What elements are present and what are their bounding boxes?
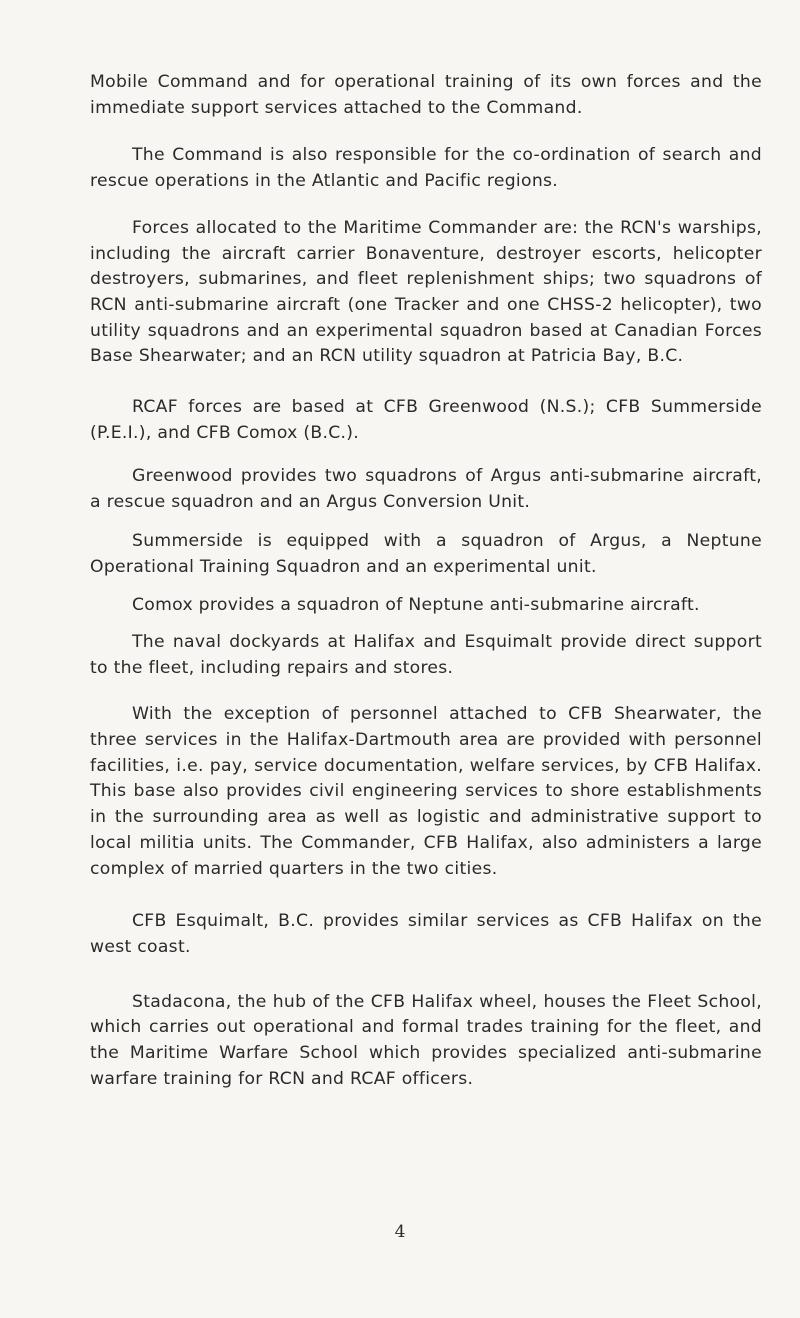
paragraph-comox [90,593,762,619]
paragraph-cfb-esquimalt [90,909,762,960]
paragraph-text: The naval dockyards at Halifax and Esquimalt provide direct support to the fleet, including repairs and stores. [90,631,762,678]
paragraph-text: CFB Esquimalt, B.C. provides similar services as CFB Halifax on the west coast. [90,911,762,957]
paragraph-text: Forces allocated to the Maritime Commander are: the RCN's warships, including the aircraft carrier Bonaventure, destroyer escorts, helicopter destroyers, submarines, and fleet replenishment ships; two squadrons of RCN anti-submarine aircraft (one Tracker and one CHSS-2 helicopter), two utility squadrons and an experimental squadron based at Canadian Forces Base Shearwater; and an RCN utility squadron at Patricia Bay, B.C. [90,217,762,367]
page-number: 4 [394,1222,406,1242]
paragraph-text: With the exception of personnel attached to CFB Shearwater, the three services in the Halifax-Dartmouth area are provided with personnel facilities, i.e. pay, service documentation, welfare services, by CFB Halifax. This base also provides civil engineering services to shore establishments in the surrounding area as well as logistic and administrative support to local militia units. The Commander, CFB Halifax, also administers a large complex of married quarters in the two cities. [90,704,762,879]
paragraph-text: The Command is also responsible for the co-ordination of search and rescue operations in the Atlantic and Pacific regions. [90,145,762,192]
paragraph-text: Comox provides a squadron of Neptune anti-submarine aircraft. [132,595,700,616]
paragraph-summerside [90,529,762,580]
paragraph-cfb-halifax [90,702,762,882]
paragraph-dockyards [90,630,762,681]
paragraph-text: Summerside is equipped with a squadron of Argus, a Neptune Operational Training Squadron and an experimental unit. [90,530,762,577]
paragraph-mobile-command: Mobile Command and for operational training of its own forces and the immediate support services attached to the Command. [90,72,762,118]
paragraph-stadacona [90,990,762,1093]
paragraph-greenwood [90,464,762,515]
paragraph-text: Stadacona, the hub of the CFB Halifax wheel, houses the Fleet School, which carries out operational and formal trades training for the fleet, and the Maritime Warfare School which provides specialized anti-submarine warfare training for RCN and RCAF officers. [90,991,762,1089]
paragraph-text: Greenwood provides two squadrons of Argus anti-submarine aircraft, a rescue squadron and an Argus Conversion Unit. [90,466,762,513]
paragraph-text: RCAF forces are based at CFB Greenwood (N.S.); CFB Summerside (P.E.I.), and CFB Comox (B.C.). [90,397,762,443]
paragraph-rcaf-bases [90,395,762,446]
paragraph-search-and-rescue [90,143,762,194]
document-body [90,70,762,1093]
paragraph-forces-allocated [90,216,762,370]
